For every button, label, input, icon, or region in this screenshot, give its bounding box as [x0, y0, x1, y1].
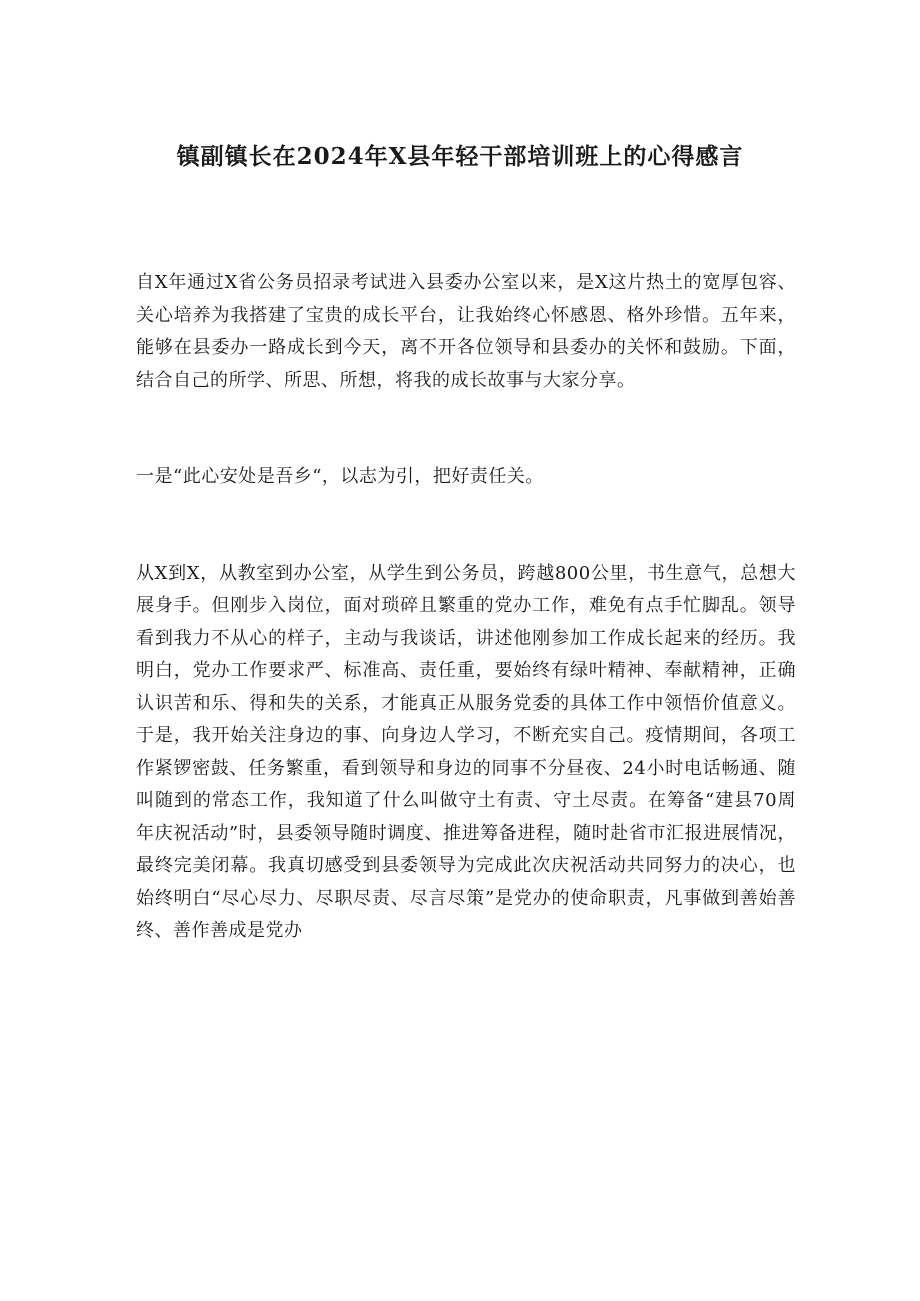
paragraph-section-1: 从X到X，从教室到办公室，从学生到公务员，跨越800公里，书生意气，总想大展身手。但刚步入岗位，面对琐碎且繁重的党办工作，难免有点手忙脚乱。领导看到我力不从心的样子，主动与我谈话，讲述他刚参加工作成长起来的经历。我明白，党办工作要求严、标准高、责任重，要始终有绿叶精神、奉献精神，正确认识苦和乐、得和失的关系，才能真正从服务党委的具体工作中领悟价值意义。于是，我开始关注身边的事、向身边人学习，不断充实自己。疫情期间，各项工作紧锣密鼓、任务繁重，看到领导和身边的同事不分昼夜、24小时电话畅通、随叫随到的常态工作，我知道了什么叫做守土有责、守土尽责。在筹备“建县70周年庆祝活动”时，县委领导随时调度、推进筹备进程，随时赴省市汇报进展情况，最终完美闭幕。我真切感受到县委领导为完成此次庆祝活动共同努力的决心，也始终明白“尽心尽力、尽职尽责、尽言尽策”是党办的使命职责，凡事做到善始善终、善作善成是党办 [136, 562, 796, 941]
section-heading-1: 一是“此心安处是吾乡“，以志为引，把好责任关。 [136, 466, 544, 487]
paragraph-intro: 自X年通过X省公务员招录考试进入县委办公室以来，是X这片热土的宽厚包容、关心培养为我搭建了宝贵的成长平台，让我始终心怀感恩、格外珍惜。五年来，能够在县委办一路成长到今天，离不开各位领导和县委办的关怀和鼓励。下面，结合自己的所学、所思、所想，将我的成长故事与大家分享。 [136, 272, 796, 391]
document-body [136, 267, 796, 948]
document-title: 镇副镇长在2024年X县年轻干部培训班上的心得感言 [176, 143, 744, 170]
